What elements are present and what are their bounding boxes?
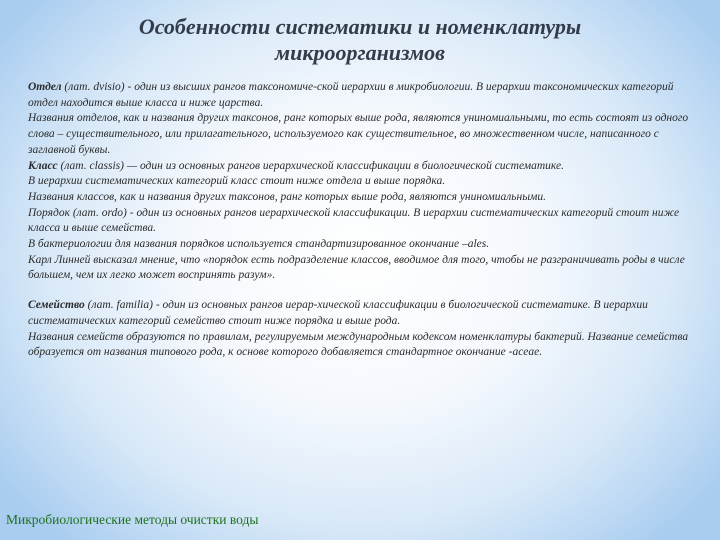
paragraph-class-names: Названия классов, как и названия других таксонов, ранг которых выше рода, являются униномиальными. [28, 190, 546, 203]
slide-body-text [28, 80, 692, 361]
term-family: Семейство [28, 299, 85, 312]
footer-caption: Микробиологические методы очистки воды [6, 512, 259, 527]
paragraph-family-names: Названия семейств образуются по правилам, регулируемым международным кодексом номенклатуры бактерий. Название семейства образуется от названия типового рода, к основе которого добавляется стандартное окончание -aceae. [28, 330, 689, 359]
paragraph-linnaeus-quote: Карл Линней высказал мнение, что «порядок есть подразделение классов, вводимое для того, чтобы не разграничивать роды в числе большем, чем их легко может воспринять разум». [28, 253, 685, 282]
paragraph-class-hierarchy: В иерархии систематических категорий класс стоит ниже отдела и выше порядка. [28, 175, 446, 188]
paragraph-order: Порядок (лат. ordo) - один из основных рангов иерархической классификации. В иерархии систематических категорий стоит ниже класса и выше семейства. [28, 206, 680, 235]
division-definition: (лат. dvisio) - один из высших рангов таксономиче-ской иерархии в микробиологии. В иерархии таксономических категорий отдел находится выше класса и ниже царства. [28, 81, 674, 109]
paragraph-division [28, 80, 692, 111]
family-definition: (лат. familia) - один из основных рангов иерар-хической классификации в биологической систематике. В иерархии систематических категорий семейство стоит ниже порядка и выше рода. [28, 299, 648, 327]
term-division: Отдел [28, 81, 62, 93]
class-definition: (лат. classis) — один из основных рангов иерархической классификации в биологической систематике. [57, 159, 564, 172]
paragraph-class [28, 159, 692, 175]
term-class: Класс [28, 159, 58, 172]
paragraph-division-names: Названия отделов, как и названия других таксонов, ранг которых выше рода, являются униномиальными, то есть состоят из одного слова – существительного, или прилагательного, используемого как существительное, во множественном числе, написанного с заглавной буквы. [28, 112, 689, 156]
slide-title [40, 14, 680, 66]
paragraph-order-ending: В бактериологии для названия порядков используется стандартизированное окончание –ales. [28, 238, 490, 251]
slide-title-line-1: Особенности систематики и номенклатуры [138, 14, 582, 39]
paragraph-family [28, 298, 692, 329]
slide-title-line-2: микроорганизмов [275, 40, 445, 65]
